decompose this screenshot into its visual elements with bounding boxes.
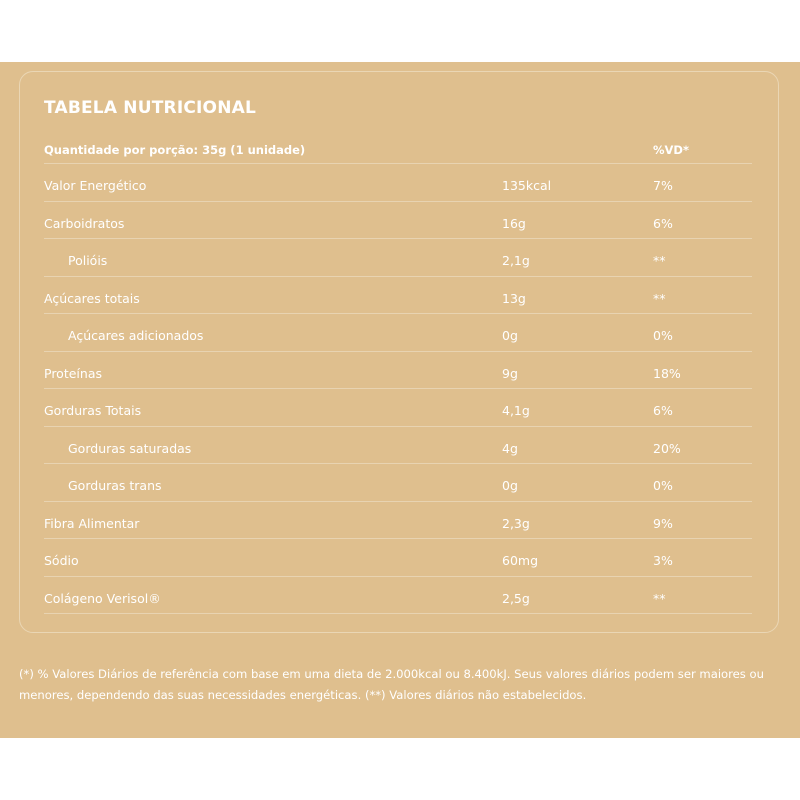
nutrient-quantity: 2,3g (502, 515, 530, 531)
nutrient-quantity: 135kcal (502, 178, 552, 193)
nutrient-quantity: 16g (502, 215, 526, 231)
nutrient-name: Gorduras Totais (44, 403, 142, 418)
nutrient-daily-value: 9% (653, 515, 673, 531)
nutrient-daily-value: 0% (653, 328, 673, 343)
table-row (44, 577, 752, 615)
nutrient-name: Açúcares totais (44, 290, 140, 306)
table-row (44, 464, 752, 502)
table-row (44, 239, 752, 277)
nutrient-name: Valor Energético (44, 178, 147, 193)
nutrient-quantity: 9g (502, 365, 518, 381)
table-row (44, 502, 752, 540)
nutrient-name: Açúcares adicionados (68, 328, 204, 343)
nutrient-name: Proteínas (44, 365, 102, 381)
nutrient-name: Polióis (68, 253, 108, 268)
table-row (44, 164, 752, 202)
nutrition-panel (19, 71, 779, 633)
nutrition-table (44, 134, 752, 614)
nutrient-quantity: 2,1g (502, 253, 530, 268)
nutrient-quantity: 4g (502, 440, 518, 456)
table-row (44, 389, 752, 427)
nutrient-quantity: 2,5g (502, 590, 530, 606)
nutrient-daily-value: ** (653, 253, 666, 268)
nutrient-quantity: 4,1g (502, 403, 530, 418)
nutrient-daily-value: 6% (653, 403, 673, 418)
footnote: (*) % Valores Diários de referência com base em uma dieta de 2.000kcal ou 8.400kJ. Seus valores diários podem ser maiores ou menores, dependendo das suas necessidades energéticas. (**) Valores diários não estabelecidos. (19, 667, 764, 702)
nutrient-daily-value: 6% (653, 215, 673, 231)
nutrient-name: Carboidratos (44, 215, 125, 231)
table-row (44, 427, 752, 465)
nutrition-section (0, 62, 800, 738)
nutrient-daily-value: 20% (653, 440, 681, 456)
table-row (44, 277, 752, 315)
nutrient-quantity: 0g (502, 328, 518, 343)
page-title: TABELA NUTRICIONAL (44, 98, 257, 118)
table-row (44, 539, 752, 577)
portion-label: Quantidade por porção: 35g (1 unidade) (44, 143, 306, 157)
nutrient-daily-value: 7% (653, 178, 673, 193)
nutrient-name: Colágeno Verisol® (44, 590, 161, 606)
nutrient-daily-value: 18% (653, 365, 681, 381)
nutrient-daily-value: 3% (653, 553, 673, 568)
table-row (44, 352, 752, 390)
nutrient-name: Gorduras trans (68, 478, 162, 493)
nutrient-name: Fibra Alimentar (44, 515, 140, 531)
vd-column-header: %VD* (653, 143, 689, 157)
nutrient-daily-value: 0% (653, 478, 673, 493)
nutrient-daily-value: ** (653, 590, 666, 606)
nutrient-daily-value: ** (653, 290, 666, 306)
table-row (44, 202, 752, 240)
table-header-row (44, 134, 752, 164)
nutrient-quantity: 0g (502, 478, 518, 493)
nutrient-quantity: 60mg (502, 553, 539, 568)
nutrient-quantity: 13g (502, 290, 526, 306)
nutrient-name: Sódio (44, 553, 79, 568)
nutrient-name: Gorduras saturadas (68, 440, 192, 456)
table-row (44, 314, 752, 352)
